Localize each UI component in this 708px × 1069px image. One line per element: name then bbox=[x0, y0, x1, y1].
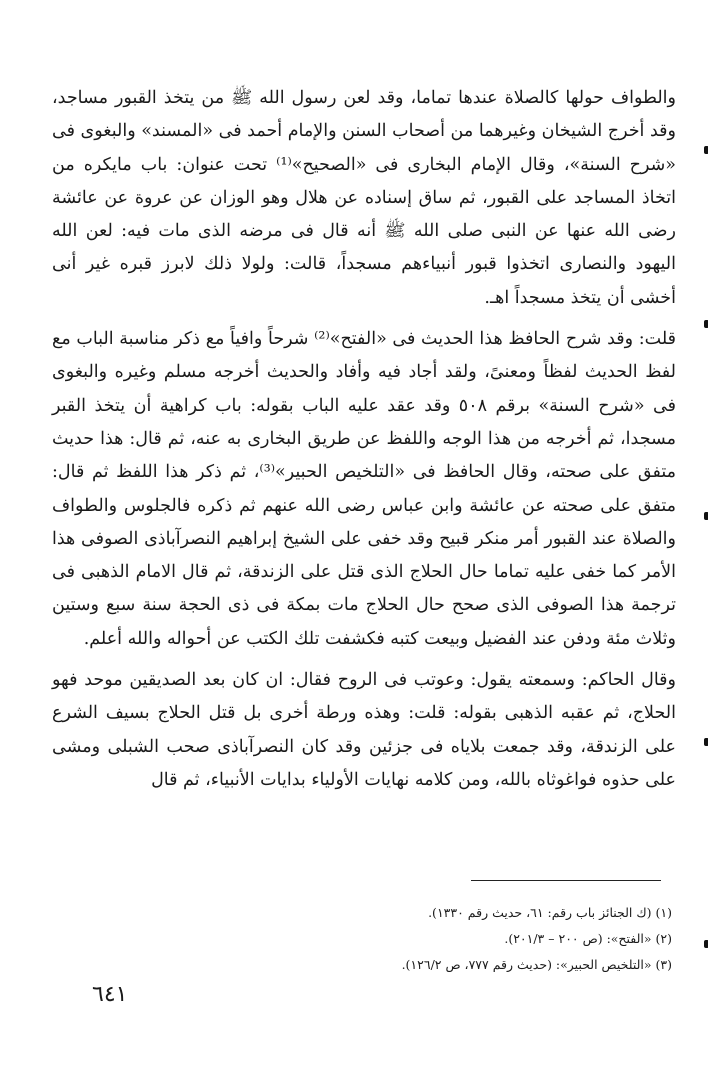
scan-margin-mark bbox=[704, 512, 708, 520]
footnote-divider bbox=[471, 880, 661, 881]
scan-margin-mark bbox=[704, 940, 708, 948]
footnote-3: (٣) «التلخيص الحبير»: (حديث رقم ٧٧٧، ص ١٢٦/٢). bbox=[401, 957, 672, 972]
paragraph-2: قلت: وقد شرح الحافظ هذا الحديث فى «الفتح»⁽²⁾ شرحاً وافياً مع ذكر مناسبة الباب مع لفظ الحديث لفظاً ومعنىً، ولقد أجاد فيه وأفاد والحديث أخرجه مسلم وغيره والبغوى فى «شرح السنة» برقم ٥٠٨ وقد عقد عليه الباب بقوله: باب كراهية أن يتخذ القبر مسجدا، ثم أخرجه من هذا الوجه واللفظ عن طريق البخارى به عنه، ثم قال: هذا حديث متفق على صحته، وقال الحافظ فى «التلخيص الحبير»⁽³⁾، ثم ذكر هذا اللفظ ثم قال: متفق على صحته عن عائشة وابن عباس رضى الله عنهم ثم ذكره فالجلوس والطواف والصلاة عند القبور أمر منكر قبيح وقد خفى على الشيخ إبراهيم النصرآباذى الصوفى هذا الأمر كما خفى عليه تماما حال الحلاج الذى قتل على الزندقة، ثم قال الامام الذهبى فى ترجمة هذا الصوفى الذى صحح حال الحلاج مات بمكة فى ذى الحجة سنة سبع وستين وثلاث مئة ودفن عند الفضيل وبيعت كتبه فكشفت تلك الكتب عن أحواله والله أعلم. bbox=[52, 329, 676, 649]
page-number: ٦٤١ bbox=[92, 982, 128, 1007]
scan-margin-mark bbox=[704, 738, 708, 746]
footnote-2: (٢) «الفتح»: (ص ٢٠٠ – ٢٠١/٣). bbox=[504, 931, 672, 946]
paragraph-1: والطواف حولها كالصلاة عندها تماما، وقد لعن رسول الله ﷺ من يتخذ القبور مساجد، وقد أخرج الشيخان وغيرهما من أصحاب السنن والإمام أحمد فى «المسند» والبغوى فى «شرح السنة»، وقال الإمام البخارى فى «الصحيح»⁽¹⁾ تحت عنوان: باب مايكره من اتخاذ المساجد على القبور، ثم ساق إسناده عن هلال وهو الوزان عن عروة عن عائشة رضى الله عنها عن النبى صلى الله ﷺ أنه قال فى مرضه الذى مات فيه: لعن الله اليهود والنصارى اتخذوا قبور أنبياءهم مسجداً، قالت: ولولا ذلك لابرز قبره غير أنى أخشى أن يتخذ مسجداً اهـ. bbox=[52, 88, 676, 308]
scan-margin-mark bbox=[704, 320, 708, 328]
paragraph-3: وقال الحاكم: وسمعته يقول: وعوتب فى الروح فقال: ان كان بعد الصديقين موحد فهو الحلاج، ثم عقبه الذهبى بقوله: قلت: وهذه ورطة أخرى بل قتل الحلاج بسيف الشرع على الزندقة، وقد جمعت بلاياه فى جزئين وقد كان النصرآباذى صحب الشبلى ومشى على حذوه فواغوثاه بالله، ومن كلامه نهايات الأولياء بدايات الأنبياء، ثم قال bbox=[52, 670, 676, 790]
footnote-1: (١) (ك الجنائز باب رقم: ٦١، حديث رقم ١٣٣٠). bbox=[428, 905, 672, 920]
footnotes bbox=[60, 900, 672, 978]
main-text bbox=[52, 82, 676, 797]
scan-margin-mark bbox=[704, 146, 708, 154]
